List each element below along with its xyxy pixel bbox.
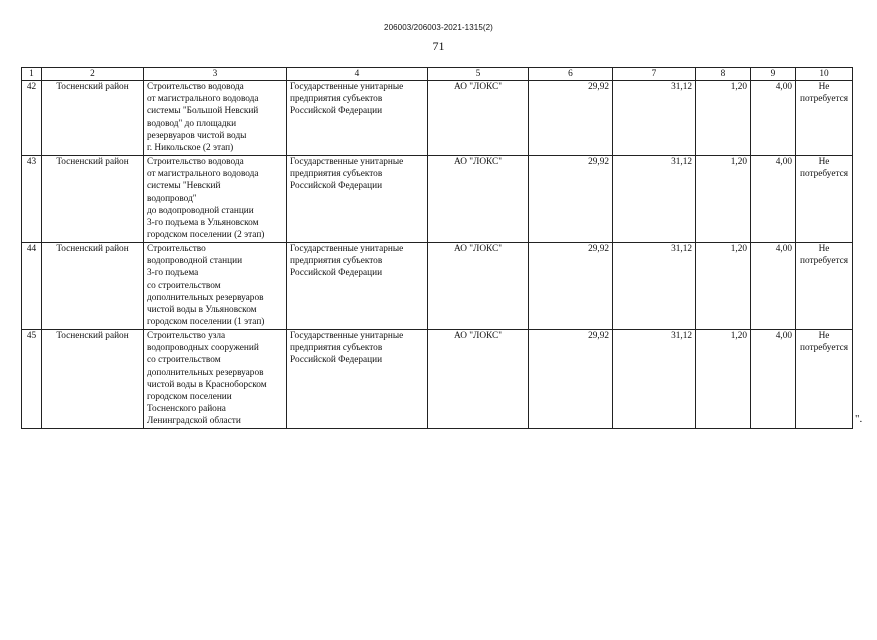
column-header: 1 — [22, 68, 42, 81]
object-line: г. Никольское (2 этап) — [147, 143, 234, 154]
column-header: 10 — [796, 68, 853, 81]
table-row — [22, 156, 853, 243]
value-col6: 29,92 — [529, 330, 613, 429]
value-col9: 4,00 — [751, 81, 796, 156]
object-line: чистой воды в Красноборском — [147, 379, 267, 390]
need-cell — [796, 81, 853, 156]
header-row — [22, 68, 853, 81]
owner-line: предприятия субъектов — [290, 256, 383, 267]
row-number: 45 — [22, 330, 42, 429]
object-line: 3-го подъема — [147, 268, 199, 279]
value-col6: 29,92 — [529, 81, 613, 156]
need-line: потребуется — [799, 94, 849, 105]
object-line: дополнительных резервуаров — [147, 367, 264, 378]
need-line: Не — [818, 157, 830, 167]
object-line: со строительством — [147, 355, 221, 366]
object-line: водопроводных сооружений — [147, 343, 259, 354]
owner-line: Российской Федерации — [290, 106, 383, 117]
need-line: Не — [818, 82, 830, 92]
owner-cell — [287, 330, 428, 429]
object-cell — [144, 243, 287, 330]
need-line: потребуется — [799, 256, 849, 267]
district-cell: Тосненский район — [42, 156, 144, 243]
value-col7: 31,12 — [613, 156, 696, 243]
object-cell — [144, 330, 287, 429]
owner-cell — [287, 81, 428, 156]
column-header: 9 — [751, 68, 796, 81]
object-line: резервуаров чистой воды — [147, 130, 247, 141]
value-col8: 1,20 — [696, 156, 751, 243]
column-header: 2 — [42, 68, 144, 81]
district-cell: Тосненский район — [42, 81, 144, 156]
table-row — [22, 330, 853, 429]
row-number: 42 — [22, 81, 42, 156]
column-header: 7 — [613, 68, 696, 81]
value-col6: 29,92 — [529, 156, 613, 243]
row-number: 43 — [22, 156, 42, 243]
column-header: 5 — [428, 68, 529, 81]
organization-cell: АО "ЛОКС" — [428, 330, 529, 429]
object-line: городском поселении — [147, 392, 232, 403]
object-line: Строительство — [147, 244, 206, 254]
object-line: водовод" до площадки — [147, 118, 237, 129]
object-line: Строительство узла — [147, 331, 226, 341]
owner-line: Российской Федерации — [290, 181, 383, 192]
register-table — [21, 67, 853, 429]
value-col8: 1,20 — [696, 330, 751, 429]
value-col9: 4,00 — [751, 156, 796, 243]
need-cell — [796, 243, 853, 330]
district-cell: Тосненский район — [42, 243, 144, 330]
organization-cell: АО "ЛОКС" — [428, 243, 529, 330]
object-line: водопроводной станции — [147, 256, 243, 267]
object-line: Строительство водовода — [147, 82, 244, 92]
object-line: 3-го подъема в Ульяновском — [147, 218, 259, 229]
value-col8: 1,20 — [696, 81, 751, 156]
district-cell: Тосненский район — [42, 330, 144, 429]
owner-line: предприятия субъектов — [290, 343, 383, 354]
column-header: 8 — [696, 68, 751, 81]
need-line: Не — [818, 331, 830, 341]
column-header: 4 — [287, 68, 428, 81]
table-row — [22, 81, 853, 156]
value-col7: 31,12 — [613, 243, 696, 330]
need-cell — [796, 156, 853, 243]
need-line: потребуется — [799, 169, 849, 180]
value-col9: 4,00 — [751, 330, 796, 429]
need-cell — [796, 330, 853, 429]
table-header — [22, 68, 853, 81]
object-line: до водопроводной станции — [147, 205, 254, 216]
object-cell — [144, 81, 287, 156]
object-line: чистой воды в Ульяновском — [147, 305, 257, 316]
closing-quote-mark: ". — [855, 413, 863, 425]
object-line: городском поселении (1 этап) — [147, 317, 265, 328]
owner-line: Государственные унитарные — [290, 331, 404, 341]
object-line: от магистрального водовода — [147, 169, 259, 180]
object-cell — [144, 156, 287, 243]
value-col8: 1,20 — [696, 243, 751, 330]
owner-line: предприятия субъектов — [290, 94, 383, 105]
document-code: 206003/206003-2021-1315(2) — [384, 23, 493, 32]
owner-line: Российской Федерации — [290, 268, 383, 279]
row-number: 44 — [22, 243, 42, 330]
organization-cell: АО "ЛОКС" — [428, 81, 529, 156]
owner-line: Государственные унитарные — [290, 82, 404, 92]
column-header: 6 — [529, 68, 613, 81]
owner-line: Российской Федерации — [290, 355, 383, 366]
table-row — [22, 243, 853, 330]
need-line: Не — [818, 244, 830, 254]
owner-line: предприятия субъектов — [290, 169, 383, 180]
object-line: со строительством — [147, 280, 221, 291]
page-number: 71 — [432, 39, 445, 53]
object-line: Строительство водовода — [147, 157, 244, 167]
value-col6: 29,92 — [529, 243, 613, 330]
value-col7: 31,12 — [613, 81, 696, 156]
need-line: потребуется — [799, 343, 849, 354]
object-line: системы "Большой Невский — [147, 106, 259, 117]
object-line: Ленинградской области — [147, 416, 241, 427]
object-line: дополнительных резервуаров — [147, 292, 264, 303]
owner-line: Государственные унитарные — [290, 157, 404, 167]
object-line: Тосненского района — [147, 404, 226, 415]
column-header: 3 — [144, 68, 287, 81]
object-line: системы "Невский — [147, 181, 221, 192]
object-line: городском поселении (2 этап) — [147, 230, 265, 241]
owner-line: Государственные унитарные — [290, 244, 404, 254]
value-col9: 4,00 — [751, 243, 796, 330]
value-col7: 31,12 — [613, 330, 696, 429]
organization-cell: АО "ЛОКС" — [428, 156, 529, 243]
table-body — [22, 81, 853, 429]
object-line: водопровод" — [147, 193, 197, 204]
owner-cell — [287, 243, 428, 330]
owner-cell — [287, 156, 428, 243]
object-line: от магистрального водовода — [147, 94, 259, 105]
